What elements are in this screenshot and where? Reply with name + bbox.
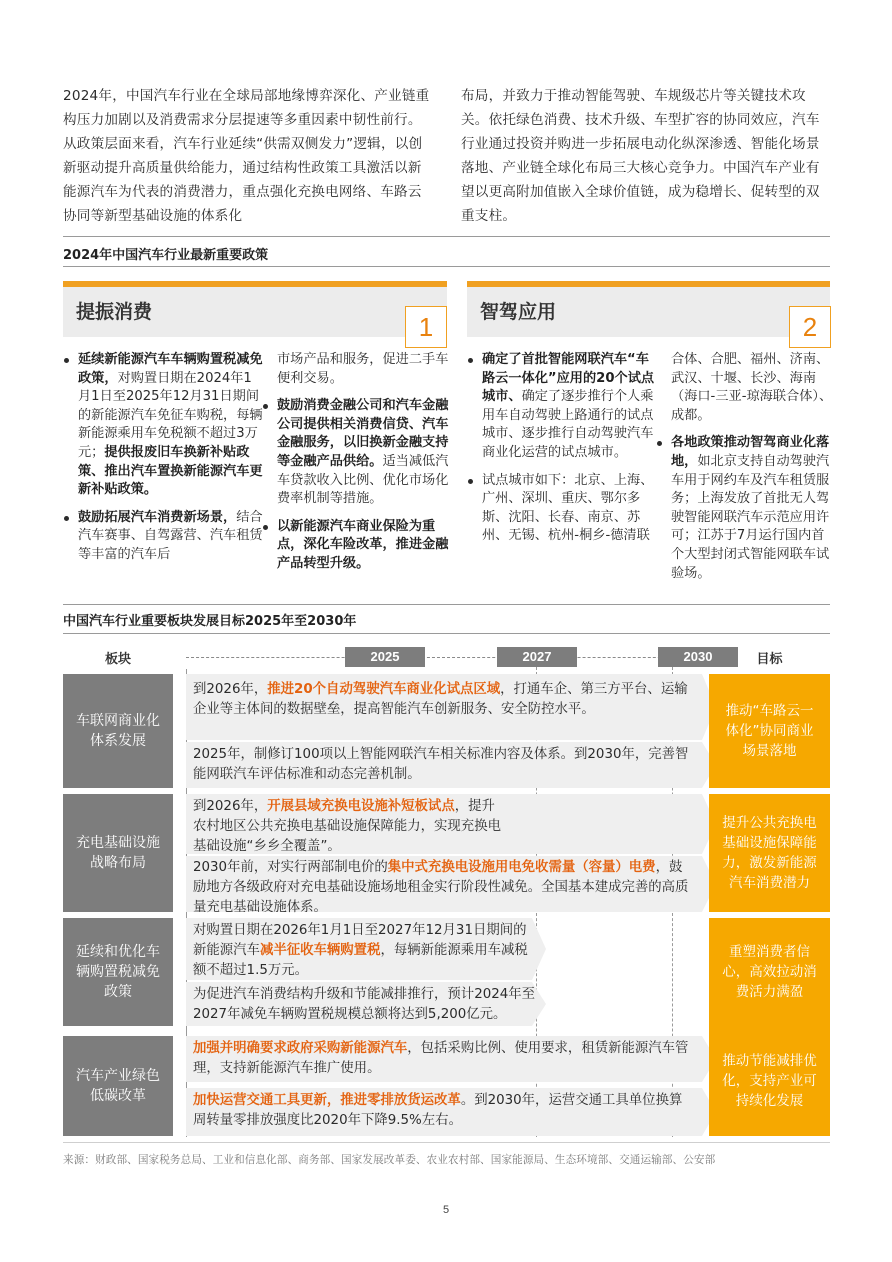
milestone-text: 加快运营交通工具更新，推进零排放货运改革。到2030年，运营交通工具单位换算周转量零排放强度比2020年下降9.5%左右。 xyxy=(193,1093,683,1128)
milestone-text: 对购置日期在2026年1月1日至2027年12月31日期间的新能源汽车减半征收车辆购置税，每辆新能源乘用车减税额不超过1.5万元。 xyxy=(193,923,528,978)
policy-box-1-column-2 xyxy=(262,351,454,583)
header-sector: 板块 xyxy=(104,652,131,667)
intro-paragraph-right: 布局，并致力于推动智能驾驶、车规级芯片等关键技术攻关。依托绿色消费、技术升级、车型扩容的协同效应，汽车行业通过投资并购进一步拓展电动化纵深渗透、智能化场景落地、产业链全球化布局三大核心竞争力。中国汽车产业有望以更高附加值嵌入全球价值链，成为稳增长、促转型的双重支柱。 xyxy=(461,88,820,224)
list-item: 试点城市如下：北京、上海、广州、深圳、重庆、鄂尔多斯、沈阳、长春、南京、苏州、无锡、杭州-桐乡-德清联 xyxy=(467,472,657,546)
policy-section-title: 2024年中国汽车行业最新重要政策 xyxy=(63,248,269,263)
sector-label: 充电基础设施战略布局 xyxy=(63,794,173,912)
sector-label: 汽车产业绿色低碳改革 xyxy=(63,1036,173,1136)
list-item: 延续新能源汽车车辆购置税减免政策，对购置日期在2024年1月1日至2025年12月31日期间的新能源汽车免征车购税，每辆新能源乘用车免税额不超过3万元；提供报废旧车换新补贴政策、推出汽车置换新能源汽车更新补贴政策。 xyxy=(63,351,263,500)
year-2030: 2030 xyxy=(658,647,738,667)
header-goal: 目标 xyxy=(756,652,783,667)
milestone-text: 2030年前，对实行两部制电价的集中式充换电设施用电免收需量（容量）电费，鼓励地方各级政府对充电基础设施场地租金实行阶段性减免。全国基本建成完善的高质量充电基础设施体系。 xyxy=(193,860,689,915)
policy-box-1-column-1 xyxy=(63,351,263,574)
policy-box-1-number: 1 xyxy=(405,306,447,348)
section-divider xyxy=(63,236,830,237)
year-2025: 2025 xyxy=(345,647,425,667)
sector-label: 延续和优化车辆购置税减免政策 xyxy=(63,918,173,1026)
policy-box-1-title: 提振消费 xyxy=(76,301,153,323)
list-item: 鼓励消费金融公司和汽车金融公司提供相关消费信贷、汽车金融服务，以旧换新金融支持等金融产品供给。适当减低汽车贷款收入比例、优化市场化费率机制等措施。 xyxy=(262,397,454,509)
policy-box-2-title: 智驾应用 xyxy=(480,301,557,323)
sector-label: 车联网商业化体系发展 xyxy=(63,674,173,788)
list-item: 确定了首批智能网联汽车“车路云一体化”应用的20个试点城市、确定了逐步推行个人乘用车自动驾驶上路通行的试点城市、逐步推行自动驾驶汽车商业化运营的试点城市。 xyxy=(467,351,657,463)
section-divider xyxy=(63,633,830,634)
policy-box-2-column-2 xyxy=(656,351,834,592)
goal-box: 重塑消费者信心，高效拉动消费活力满盈 xyxy=(709,918,830,1026)
timeline-section-title: 中国汽车行业重要板块发展目标2025年至2030年 xyxy=(63,614,357,629)
goal-box: 提升公共充换电基础设施保障能力，激发新能源汽车消费潜力 xyxy=(709,794,830,912)
list-item: 鼓励拓展汽车消费新场景，结合汽车赛事、自驾露营、汽车租赁等丰富的汽车后 xyxy=(63,509,263,565)
list-item-continued: 市场产品和服务，促进二手车便利交易。 xyxy=(277,352,449,386)
milestone-text: 到2026年，推进20个自动驾驶汽车商业化试点区域，打通车企、第三方平台、运输企业等主体间的数据壁垒，提高智能汽车创新服务、安全防控水平。 xyxy=(193,682,688,717)
goal-box: 推动“车路云一体化”协同商业场景落地 xyxy=(709,674,830,788)
list-item-continued: 合体、合肥、福州、济南、武汉、十堰、长沙、海南（海口-三亚-琼海联合体）、成都。 xyxy=(671,352,833,423)
policy-box-2-number: 2 xyxy=(789,306,831,348)
milestone-text: 到2026年，开展县域充换电设施补短板试点，提升农村地区公共充换电基础设施保障能力，实现充换电基础设施“乡乡全覆盖”。 xyxy=(193,799,501,854)
list-item: 以新能源汽车商业保险为重点，深化车险改革，推进金融产品转型升级。 xyxy=(262,518,454,574)
section-divider xyxy=(63,266,830,267)
policy-box-2-column-1 xyxy=(467,351,657,555)
milestone-text: 加强并明确要求政府采购新能源汽车，包括采购比例、使用要求，租赁新能源汽车管理，支持新能源汽车推广使用。 xyxy=(193,1041,689,1076)
list-item: 各地政策推动智驾商业化落地，如北京支持自动驾驶汽车用于网约车及汽车租赁服务；上海发放了首批无人驾驶智能网联汽车示范应用许可；江苏于7月运行国内首个大型封闭式智能网联车试验场。 xyxy=(656,434,834,583)
timeline-axis xyxy=(186,657,701,658)
milestone-text: 2025年，制修订100项以上智能网联汽车相关标准内容及体系。到2030年，完善智能网联汽车评估标准和动态完善机制。 xyxy=(193,747,689,782)
year-2027: 2027 xyxy=(497,647,577,667)
milestone-text: 为促进汽车消费结构升级和节能减排推行，预计2024年至2027年减免车辆购置税规模总额将达到5,200亿元。 xyxy=(193,987,536,1022)
page-number: 5 xyxy=(442,1204,450,1216)
goal-box: 推动节能减排优化，支持产业可持续化发展 xyxy=(709,1026,830,1136)
intro-paragraph-left: 2024年，中国汽车行业在全球局部地缘博弈深化、产业链重构压力加剧以及消费需求分层提速等多重因素中韧性前行。从政策层面来看，汽车行业延续“供需双侧发力”逻辑，以创新驱动提升高质量供给能力，通过结构性政策工具激活以新能源汽车为代表的消费潜力，重点强化充换电网络、车路云协同等新型基础设施的体系化 xyxy=(63,88,430,224)
section-divider xyxy=(63,604,830,605)
footer-divider xyxy=(63,1142,830,1143)
source-note: 来源：财政部、国家税务总局、工业和信息化部、商务部、国家发展改革委、农业农村部、国家能源局、生态环境部、交通运输部、公安部 xyxy=(63,1154,716,1166)
